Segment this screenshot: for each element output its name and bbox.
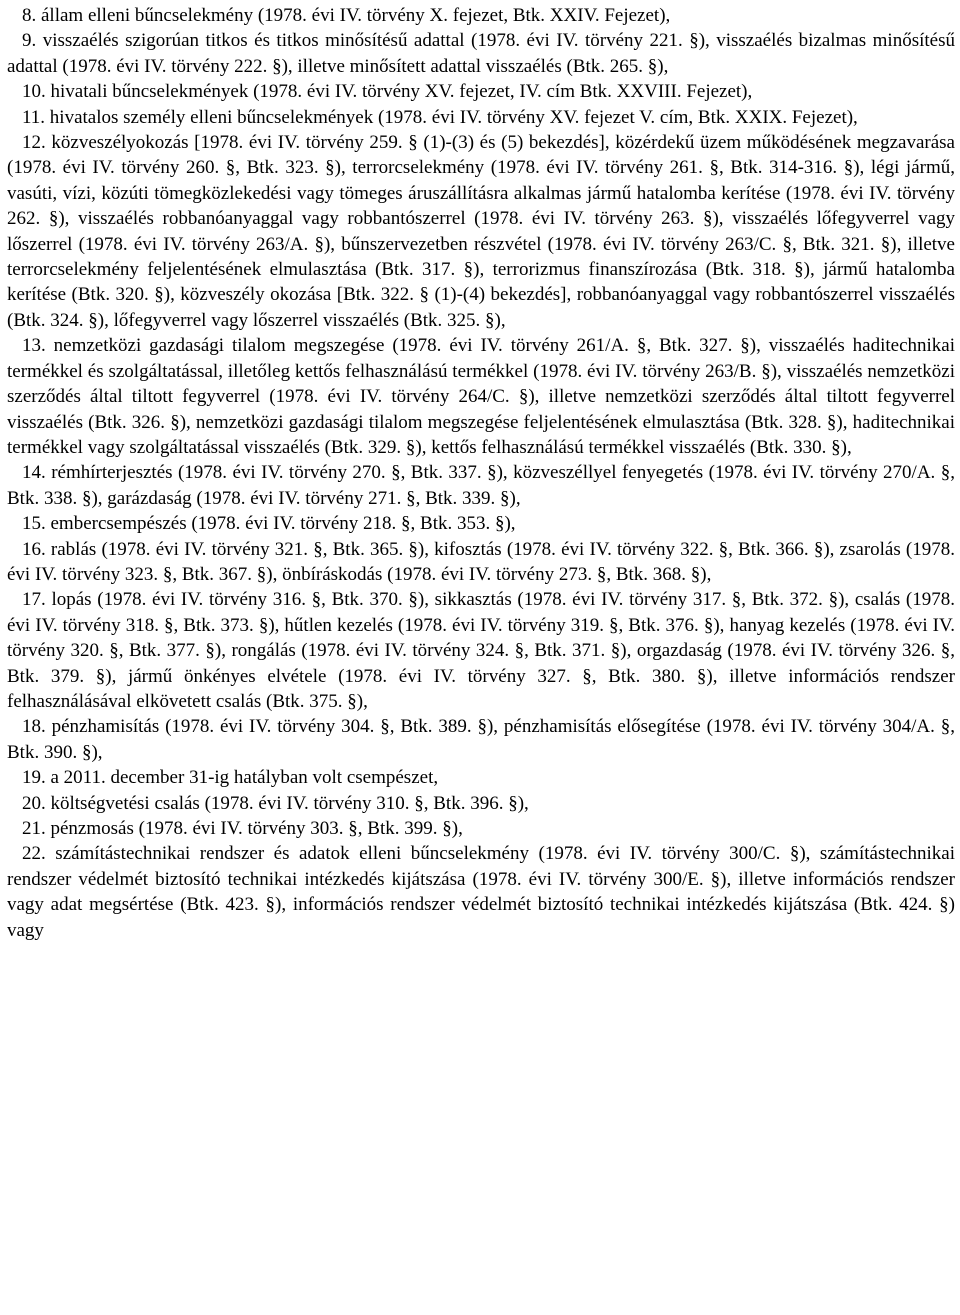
list-item-20: 20. költségvetési csalás (1978. évi IV. törvény 310. §, Btk. 396. §), xyxy=(22,792,529,814)
list-item-11: 11. hivatalos személy elleni bűncselekmények (1978. évi IV. törvény XV. fejezet V. cím, Btk. XXIX. Fejezet), xyxy=(22,106,858,128)
list-item-10: 10. hivatali bűncselekmények (1978. évi IV. törvény XV. fejezet, IV. cím Btk. XXVIII. Fejezet), xyxy=(22,81,753,103)
document-page xyxy=(7,3,955,943)
list-item-9: 9. visszaélés szigorúan titkos és titkos minősítésű adattal (1978. évi IV. törvény 221. §), visszaélés bizalmas minősítésű adattal (1978. évi IV. törvény 222. §), illetve minősített adattal visszaélés (Btk. 265. §), xyxy=(7,30,955,77)
list-item-19: 19. a 2011. december 31-ig hatályban volt csempészet, xyxy=(22,767,439,789)
list-item-15: 15. embercsempészés (1978. évi IV. törvény 218. §, Btk. 353. §), xyxy=(22,513,516,535)
list-item-21: 21. pénzmosás (1978. évi IV. törvény 303. §, Btk. 399. §), xyxy=(22,818,463,839)
list-item-8: 8. állam elleni bűncselekmény (1978. évi IV. törvény X. fejezet, Btk. XXIV. Fejezet), xyxy=(22,5,671,26)
list-item-18: 18. pénzhamisítás (1978. évi IV. törvény 304. §, Btk. 389. §), pénzhamisítás elősegítése (1978. évi IV. törvény 304/A. §, Btk. 390. §), xyxy=(7,716,955,763)
list-item-13: 13. nemzetközi gazdasági tilalom megszegése (1978. évi IV. törvény 261/A. §, Btk. 327. §), visszaélés haditechnikai termékkel és szolgáltatással, illetőleg kettős felhasználású termékkel (1978. évi IV. törvény 263/B. §), visszaélés nemzetközi szerződés által tiltott fegyverrel (1978. évi IV. törvény 264/C. §), illetve nemzetközi szerződés által tiltott fegyverrel visszaélés (Btk. 326. §), nemzetközi gazdasági tilalom megszegése feljelentésének elmulasztása (Btk. 328. §), haditechnikai termékkel vagy szolgáltatással visszaélés (Btk. 329. §), kettős felhasználású termékkel visszaélés (Btk. 330. §), xyxy=(7,335,955,458)
list-item-12: 12. közveszélyokozás [1978. évi IV. törvény 259. § (1)-(3) és (5) bekezdés], közérdekű üzem működésének megzavarása (1978. évi IV. törvény 260. §, Btk. 323. §), terrorcselekmény (1978. évi IV. törvény 261. §, Btk. 314-316. §), légi jármű, vasúti, vízi, közúti tömegközlekedési vagy tömeges áruszállításra alkalmas jármű hatalomba kerítése (1978. évi IV. törvény 262. §), visszaélés robbanóanyaggal vagy robbantószerrel (1978. évi IV. törvény 263. §), visszaélés lőfegyverrel vagy lőszerrel (1978. évi IV. törvény 263/A. §), bűnszervezetben részvétel (1978. évi IV. törvény 263/C. §, Btk. 321. §), illetve terrorcselekmény feljelentésének elmulasztása (Btk. 317. §), terrorizmus finanszírozása (Btk. 318. §), jármű hatalomba kerítése (Btk. 320. §), közveszély okozása [Btk. 322. § (1)-(4) bekezdés], robbanóanyaggal vagy robbantószerrel visszaélés (Btk. 324. §), lőfegyverrel vagy lőszerrel visszaélés (Btk. 325. §), xyxy=(7,132,955,331)
list-item-16: 16. rablás (1978. évi IV. törvény 321. §, Btk. 365. §), kifosztás (1978. évi IV. törvény 322. §, Btk. 366. §), zsarolás (1978. évi IV. törvény 323. §, Btk. 367. §), önbíráskodás (1978. évi IV. törvény 273. §, Btk. 368. §), xyxy=(7,538,955,585)
list-item-14: 14. rémhírterjesztés (1978. évi IV. törvény 270. §, Btk. 337. §), közveszéllyel fenyegetés (1978. évi IV. törvény 270/A. §, Btk. 338. §), garázdaság (1978. évi IV. törvény 271. §, Btk. 339. §), xyxy=(7,462,955,509)
list-item-17: 17. lopás (1978. évi IV. törvény 316. §, Btk. 370. §), sikkasztás (1978. évi IV. törvény 317. §, Btk. 372. §), csalás (1978. évi IV. törvény 318. §, Btk. 373. §), hűtlen kezelés (1978. évi IV. törvény 319. §, Btk. 376. §), hanyag kezelés (1978. évi IV. törvény 320. §, Btk. 377. §), rongálás (1978. évi IV. törvény 324. §, Btk. 371. §), orgazdaság (1978. évi IV. törvény 326. §, Btk. 379. §), jármű önkényes elvétele (1978. évi IV. törvény 327. §, Btk. 380. §), illetve információs rendszer felhasználásával elkövetett csalás (Btk. 375. §), xyxy=(7,589,955,712)
list-item-22: 22. számítástechnikai rendszer és adatok elleni bűncselekmény (1978. évi IV. törvény 300/C. §), számítástechnikai rendszer védelmét biztosító technikai intézkedés kijátszása (1978. évi IV. törvény 300/E. §), illetve információs rendszer vagy adat megsértése (Btk. 423. §), információs rendszer védelmét biztosító technikai intézkedés kijátszása (Btk. 424. §) vagy xyxy=(7,843,955,941)
